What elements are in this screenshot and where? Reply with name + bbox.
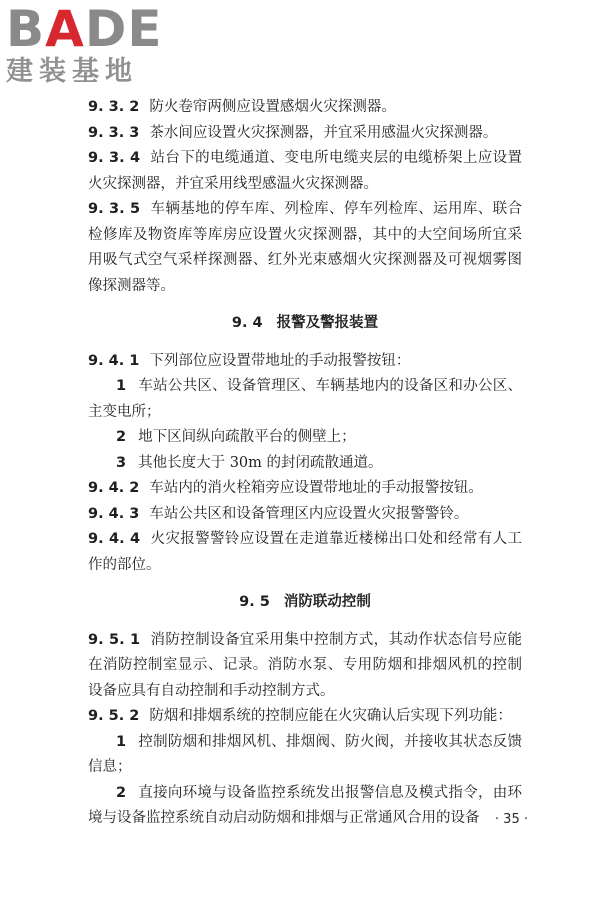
item-number: 1 — [116, 733, 127, 750]
logo — [6, 0, 176, 88]
item-text: 直接向环境与设备监控系统发出报警信息及模式指令，由环境与设备监控系统自动启动防烟和排烟与正常通风合用的设备 — [88, 784, 522, 826]
section-title: 消防联动控制 — [283, 593, 371, 610]
clause-text: 消防控制设备宜采用集中控制方式，其动作状态信号应能在消防控制室显示、记录。消防水泵、专用防烟和排烟风机的控制设备应具有自动控制和手动控制方式。 — [88, 631, 522, 699]
clause — [88, 502, 522, 528]
clause-text: 车辆基地的停车库、列检库、停车列检库、运用库、联合检修库及物资库等库房应设置火灾探测器，其中的大空间场所宜采用吸气式空气采样探测器、红外光束感烟火灾探测器及可视烟雾图像探测器等。 — [88, 201, 522, 294]
clause-number: 9. 4. 3 — [88, 505, 140, 522]
clause — [88, 628, 522, 705]
section-heading — [88, 589, 522, 616]
clause-number: 9. 5. 2 — [88, 708, 140, 724]
clause-number: 9. 4. 1 — [88, 352, 140, 369]
clause — [88, 197, 522, 299]
clause-text: 站台下的电缆通道、变电所电缆夹层的电缆桥架上应设置火灾探测器，并宜采用线型感温火灾探测器。 — [88, 150, 522, 192]
clause-text: 火灾报警警铃应设置在走道靠近楼梯出口处和经常有人工作的部位。 — [88, 531, 522, 573]
item-text: 控制防烟和排烟风机、排烟阀、防火阀，并接收其状态反馈信息； — [88, 733, 522, 775]
section-title: 报警及警报装置 — [276, 314, 379, 331]
list-item — [88, 451, 522, 477]
list-item — [88, 781, 522, 832]
item-text: 其他长度大于 30m 的封闭疏散通道。 — [138, 454, 383, 471]
item-number: 3 — [116, 454, 127, 471]
clause-number: 9. 3. 4 — [88, 150, 141, 166]
clause-number: 9. 3. 2 — [88, 99, 140, 115]
list-item — [88, 730, 522, 781]
clause-number: 9. 5. 1 — [88, 631, 141, 648]
clause-text: 防烟和排烟系统的控制应能在火灾确认后实现下列功能： — [149, 708, 512, 724]
item-number: 2 — [116, 784, 127, 801]
clause — [88, 349, 522, 375]
clause-text: 车站公共区和设备管理区内应设置火灾报警警铃。 — [149, 505, 469, 522]
clause-number: 9. 3. 5 — [88, 201, 141, 217]
clause-number: 9. 4. 2 — [88, 480, 140, 496]
clause-text: 茶水间应设置火灾探测器，并宜采用感温火灾探测器。 — [149, 124, 498, 141]
clause-text: 防火卷帘两侧应设置感烟火灾探测器。 — [149, 99, 396, 115]
logo-subtitle: 建装基地 — [6, 56, 138, 87]
clause — [88, 121, 522, 147]
list-item — [88, 425, 522, 451]
logo-wordmark: BADE — [6, 0, 163, 58]
clause-number: 9. 3. 3 — [88, 124, 140, 141]
clause-number: 9. 4. 4 — [88, 531, 141, 547]
clause-text: 车站内的消火栓箱旁应设置带地址的手动报警按钮。 — [149, 480, 483, 496]
clause — [88, 95, 522, 121]
clause — [88, 527, 522, 578]
document-body — [88, 95, 522, 832]
list-item — [88, 374, 522, 425]
clause — [88, 476, 522, 502]
clause — [88, 704, 522, 730]
section-heading — [88, 310, 522, 337]
section-number: 9. 5 — [239, 594, 270, 610]
item-text: 地下区间纵向疏散平台的侧壁上； — [138, 429, 356, 445]
item-text: 车站公共区、设备管理区、车辆基地内的设备区和办公区、主变电所； — [88, 378, 522, 420]
clause-text: 下列部位应设置带地址的手动报警按钮： — [149, 352, 411, 369]
item-number: 2 — [116, 429, 127, 445]
clause — [88, 146, 522, 197]
section-number: 9. 4 — [231, 315, 263, 331]
page-number: · 35 · — [494, 812, 528, 827]
item-number: 1 — [116, 378, 127, 394]
